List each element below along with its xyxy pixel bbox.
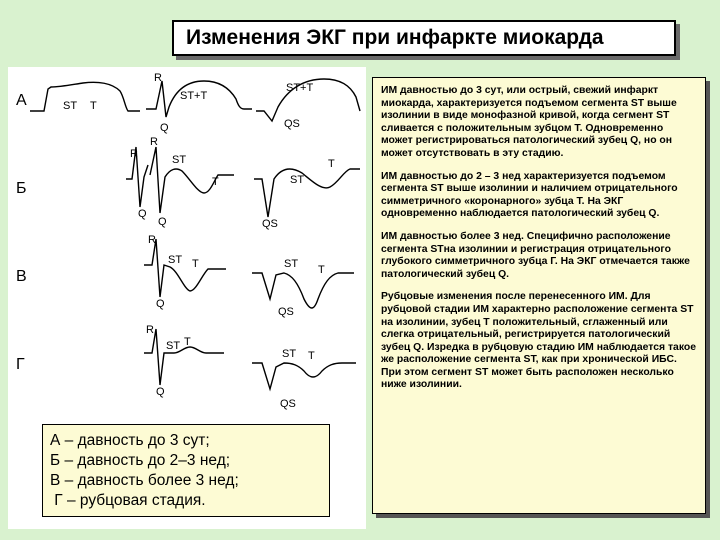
label-q: Q [156, 298, 165, 310]
legend-item-a: А – давность до 3 сут; [50, 432, 210, 449]
label-t: T [212, 176, 219, 188]
label-q: Q [156, 386, 165, 398]
label-st: ST [290, 174, 305, 186]
ecg-wave-b-3 [254, 169, 360, 217]
label-qs: QS [280, 398, 296, 410]
ecg-wave-b-2 [150, 147, 234, 213]
legend-item-d: Г – рубцовая стадия. [50, 492, 206, 509]
legend-box [42, 424, 330, 517]
row-label-d: Г [16, 356, 25, 373]
ecg-wave-c-1 [144, 239, 226, 297]
label-qs: QS [284, 118, 300, 130]
label-r: R [130, 148, 138, 160]
row-label-c: В [16, 268, 27, 285]
label-t: T [90, 100, 97, 112]
label-st: ST [168, 254, 183, 266]
row-label-b: Б [16, 180, 27, 197]
legend-item-b: Б – давность до 2–3 нед; [50, 452, 231, 469]
label-q: Q [160, 122, 169, 134]
slide-title: Изменения ЭКГ при инфаркте миокарда [172, 20, 676, 56]
label-r: R [146, 324, 154, 336]
description-acute: ИМ давностью до 3 сут, или острый, свежий инфаркт миокарда, характеризуется подъемом сегмента ST выше изолинии в виде монофазной кривой, когда сегмент ST сливается с положительным зубцом T. Одновременно может регистрироваться патологический зубец Q, но он может отсутствовать в эту стадию. [381, 85, 677, 159]
ecg-wave-a-1 [30, 82, 140, 111]
label-t: T [318, 264, 325, 276]
label-st: ST [284, 258, 299, 270]
label-t: T [328, 158, 335, 170]
legend-item-c: В – давность более 3 нед; [50, 472, 239, 489]
label-t: T [192, 258, 199, 270]
label-r: R [148, 234, 156, 246]
label-r: R [154, 72, 162, 84]
label-st: ST [172, 154, 187, 166]
label-t: T [308, 350, 315, 362]
label-st: ST [63, 100, 78, 112]
ecg-wave-c-2 [252, 273, 354, 308]
label-st-t: ST+T [286, 82, 314, 94]
label-st: ST [166, 340, 181, 352]
ecg-wave-d-2 [252, 363, 356, 389]
label-st: ST [282, 348, 297, 360]
description-late: ИМ давностью более 3 нед. Специфично расположение сегмента STна изолинии и регистрация отрицательного глубокого симметричного зубца Г. На ЭКГ отмечается также патологический зубец Q. [381, 230, 690, 280]
label-qs: QS [262, 218, 278, 230]
label-r: R [150, 136, 158, 148]
row-label-a: А [16, 92, 27, 109]
label-q: Q [138, 208, 147, 220]
label-t: T [184, 336, 191, 348]
description-scar: Рубцовые изменения после перенесенного ИМ. Для рубцовой стадии ИМ характерно расположение сегмента ST на изолинии, зубец T положительный, сглаженный или слегка отрицательный, регистрируется патологический зубец Q. Изредка в рубцовую стадию ИМ наблюдается такое же расположение сегмента ST, как при хронической ИБС. При этом сегмент ST может быть расположен несколько ниже изолинии. [381, 291, 697, 391]
label-q: Q [158, 216, 167, 228]
description-subacute: ИМ давностью до 2 – 3 нед характеризуется подъемом сегмента ST выше изолинии и наличием отрицательного симметричного «коронарного» зубца T. На ЭКГ одновременно наблюдается патологический зубец Q. [381, 170, 678, 220]
label-st-t: ST+T [180, 90, 208, 102]
description-box [372, 77, 706, 514]
label-qs: QS [278, 306, 294, 318]
